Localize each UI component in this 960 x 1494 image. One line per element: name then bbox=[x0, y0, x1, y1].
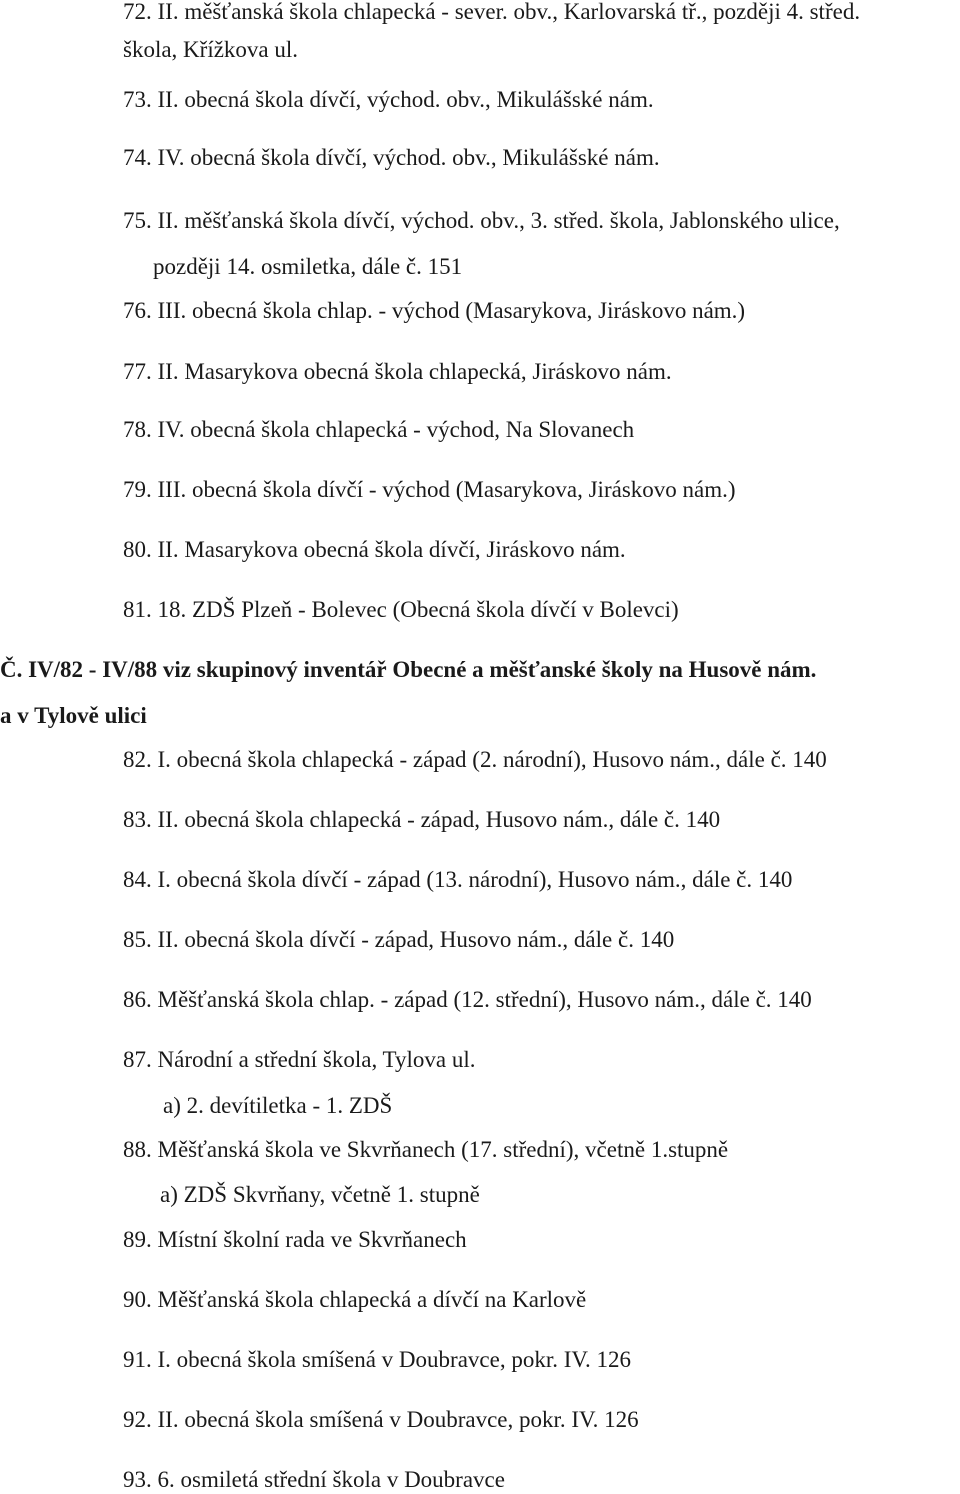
entry-83: 83. II. obecná škola chlapecká - západ, Husovo nám., dále č. 140 bbox=[123, 807, 721, 832]
entry-73: 73. II. obecná škola dívčí, východ. obv., Mikulášské nám. bbox=[123, 87, 654, 112]
entry-93: 93. 6. osmiletá střední škola v Doubravce bbox=[123, 1467, 505, 1492]
entry-79: 79. III. obecná škola dívčí - východ (Masarykova, Jiráskovo nám.) bbox=[123, 477, 736, 502]
entry-87: 87. Národní a střední škola, Tylova ul. bbox=[123, 1047, 476, 1072]
entry-72-line1: 72. II. měšťanská škola chlapecká - sever. obv., Karlovarská tř., později 4. střed. bbox=[123, 0, 861, 24]
entry-92: 92. II. obecná škola smíšená v Doubravce, pokr. IV. 126 bbox=[123, 1407, 639, 1432]
entry-88-sub-a: a) ZDŠ Skvrňany, včetně 1. stupně bbox=[160, 1182, 480, 1207]
entry-78: 78. IV. obecná škola chlapecká - východ, Na Slovanech bbox=[123, 417, 635, 442]
entry-91: 91. I. obecná škola smíšená v Doubravce, pokr. IV. 126 bbox=[123, 1347, 632, 1372]
entry-72-line2: škola, Křížkova ul. bbox=[123, 37, 299, 62]
section-heading-line1: Č. IV/82 - IV/88 viz skupinový inventář Obecné a měšťanské školy na Husově nám. bbox=[0, 657, 817, 682]
entry-88: 88. Měšťanská škola ve Skvrňanech (17. střední), včetně 1.stupně bbox=[123, 1137, 729, 1162]
entry-76: 76. III. obecná škola chlap. - východ (Masarykova, Jiráskovo nám.) bbox=[123, 298, 746, 323]
entry-77: 77. II. Masarykova obecná škola chlapecká, Jiráskovo nám. bbox=[123, 359, 672, 384]
entry-74: 74. IV. obecná škola dívčí, východ. obv., Mikulášské nám. bbox=[123, 145, 660, 170]
entry-75-line2: později 14. osmiletka, dále č. 151 bbox=[153, 254, 463, 279]
entry-86: 86. Měšťanská škola chlap. - západ (12. střední), Husovo nám., dále č. 140 bbox=[123, 987, 812, 1012]
entry-87-sub-a: a) 2. devítiletka - 1. ZDŠ bbox=[163, 1093, 393, 1118]
entry-75-line1: 75. II. měšťanská škola dívčí, východ. obv., 3. střed. škola, Jablonského ulice, bbox=[123, 208, 840, 233]
entry-84: 84. I. obecná škola dívčí - západ (13. národní), Husovo nám., dále č. 140 bbox=[123, 867, 793, 892]
entry-90: 90. Měšťanská škola chlapecká a dívčí na Karlově bbox=[123, 1287, 587, 1312]
section-heading-line2: a v Tylově ulici bbox=[0, 703, 147, 728]
entry-89: 89. Místní školní rada ve Skvrňanech bbox=[123, 1227, 467, 1252]
entry-82: 82. I. obecná škola chlapecká - západ (2. národní), Husovo nám., dále č. 140 bbox=[123, 747, 827, 772]
entry-80: 80. II. Masarykova obecná škola dívčí, Jiráskovo nám. bbox=[123, 537, 626, 562]
entry-81: 81. 18. ZDŠ Plzeň - Bolevec (Obecná škola dívčí v Bolevci) bbox=[123, 597, 679, 622]
entry-85: 85. II. obecná škola dívčí - západ, Husovo nám., dále č. 140 bbox=[123, 927, 675, 952]
